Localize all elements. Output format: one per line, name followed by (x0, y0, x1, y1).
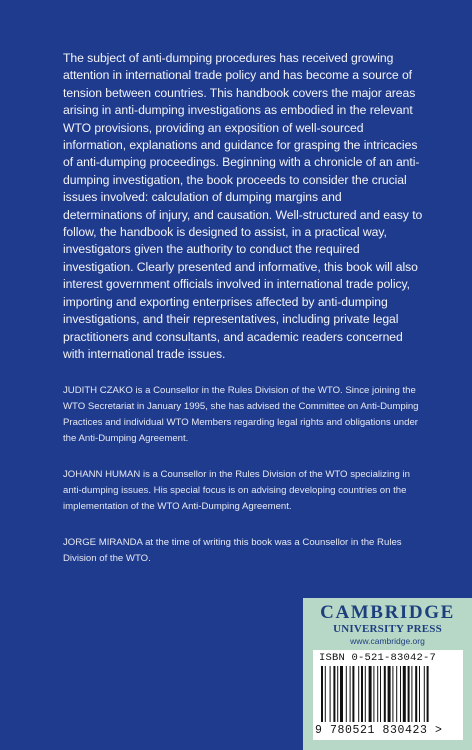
author-bio-czako: JUDITH CZAKO is a Counsellor in the Rules Division of the WTO. Since joining the WTO Secretariat in January 1995, she has advised the Committee on Anti-Dumping Practices and individual WTO Members regarding legal rights and obligations under the Anti-Dumping Agreement. (63, 385, 419, 445)
barcode-digits: 9 780521 830423 > (315, 724, 443, 737)
text-block (63, 50, 423, 567)
book-description: The subject of anti-dumping procedures has received growing attention in international trade policy and has become a source of tension between countries. This handbook covers the major areas arising in anti-dumping investigations as embodied in the relevant WTO provisions, providing an exposition of well-sourced information, explanations and guidance for grasping the intricacies of anti-dumping proceedings. Beginning with a chronicle of an anti-dumping investigation, the book proceeds to consider the crucial issues involved: calculation of dumping margins and determinations of injury, and causation. Well-structured and easy to follow, the handbook is designed to assist, in a practical way, investigators given the authority to conduct the required investigation. Clearly presented and informative, this book will also interest government officials involved in international trade policy, importing and exporting enterprises affected by anti-dumping investigations, and their representatives, including private legal practitioners and consultants, and academic readers concerned with international trade issues. (63, 51, 423, 361)
author-bio-miranda: JORGE MIRANDA at the time of writing this book was a Counsellor in the Rules Division of the WTO. (63, 537, 402, 565)
isbn-label: ISBN 0-521-83042-7 (319, 652, 437, 664)
barcode-panel (313, 650, 463, 740)
publisher-url[interactable]: www.cambridge.org (350, 636, 425, 646)
author-bio-human: JOHANN HUMAN is a Counsellor in the Rules Division of the WTO specializing in anti-dumping issues. His special focus is on advising developing countries on the implementation of the WTO Anti-Dumping Agreement. (63, 469, 410, 513)
publisher-subtitle: UNIVERSITY PRESS (333, 623, 442, 635)
barcode-icon (319, 666, 457, 724)
publisher-name: CAMBRIDGE (320, 602, 455, 623)
